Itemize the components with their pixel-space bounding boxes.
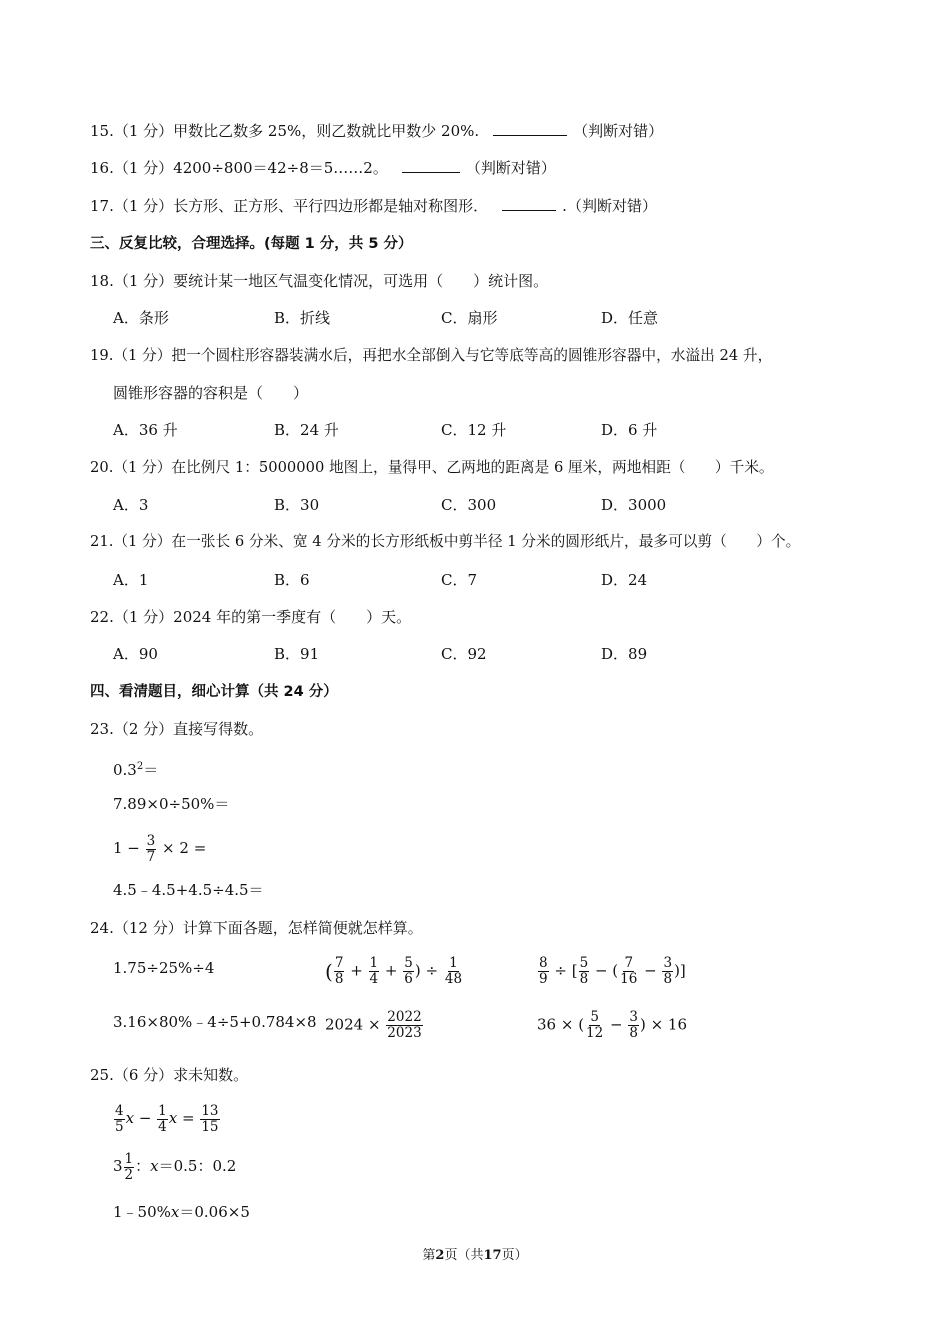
q25-e2-frac <box>124 1152 135 1183</box>
q23-e3-fraction <box>146 834 157 865</box>
section-3-heading: 三、反复比较，合理选择。(每题 1 分，共 5 分） <box>90 236 413 252</box>
q24-e3-frac1 <box>538 956 549 987</box>
q24-e2-frac1 <box>334 956 345 987</box>
q20-option-d[interactable]: D．3000 <box>601 496 667 514</box>
q22-option-d[interactable]: D．89 <box>601 645 648 663</box>
q24-expr-6 <box>537 1010 687 1041</box>
q24-e3-op3: − <box>644 961 657 980</box>
q24-e6-pre: 36 × ( <box>537 1015 585 1034</box>
den: 5 <box>115 1118 124 1135</box>
q20-option-c[interactable]: C．300 <box>441 496 497 514</box>
q25-e1-frac3 <box>200 1104 219 1135</box>
den: 2 <box>124 1166 134 1183</box>
q17-tail: .（判断对错） <box>562 197 657 215</box>
q24-e5-frac <box>386 1010 422 1041</box>
q24-e2-frac2 <box>369 956 380 987</box>
q23-e3-num: 3 <box>146 832 156 849</box>
q24-e2-frac3 <box>403 956 414 987</box>
num: 8 <box>539 955 548 971</box>
q24-e6-op: − <box>610 1015 623 1034</box>
q24-e2-close: ) ÷ <box>414 961 439 980</box>
question-15 <box>90 121 663 141</box>
page-footer <box>0 1244 950 1263</box>
q18-option-b[interactable]: B．折线 <box>274 309 331 327</box>
q25-e1-x2: x = <box>168 1109 195 1127</box>
page-number: 2 <box>435 1248 445 1263</box>
q23-expr-3 <box>113 828 206 868</box>
num: 7 <box>624 955 634 971</box>
footer-mid: 页（共 <box>444 1248 484 1263</box>
q16-answer-blank[interactable] <box>402 158 460 173</box>
q24-e3-frac2 <box>579 956 590 987</box>
q25-stem: 25.（6 分）求未知数。 <box>90 1066 249 1084</box>
q23-e3-post: × 2 = <box>162 839 207 857</box>
q25-e1-x1: x − <box>125 1109 152 1127</box>
q16-tail: （判断对错） <box>465 159 556 177</box>
q25-e2-whole: 3 <box>113 1157 123 1175</box>
q15-answer-blank[interactable] <box>493 121 567 136</box>
footer-prefix: 第 <box>422 1248 436 1263</box>
q25-e3-post: ＝0.06×5 <box>179 1203 250 1221</box>
footer-suffix: 页） <box>501 1248 528 1263</box>
q23-e1-base: 0.3 <box>113 761 137 779</box>
q24-expr-3 <box>537 956 686 987</box>
q24-e2-frac4 <box>444 956 463 987</box>
den: 8 <box>334 971 344 987</box>
num: 7 <box>334 955 344 971</box>
q25-e2-x: x <box>150 1157 159 1175</box>
q18-stem: 18.（1 分）要统计某一地区气温变化情况，可选用（ ）统计图。 <box>90 272 549 290</box>
num: 13 <box>201 1102 219 1119</box>
question-16 <box>90 158 556 178</box>
q25-equation-3 <box>113 1202 250 1222</box>
num: 3 <box>663 955 673 971</box>
q19-stem: 19.（1 分）把一个圆柱形容器装满水后，再把水全部倒入与它等底等高的圆锥形容器中，水溢出 24 升， <box>90 347 773 364</box>
question-17 <box>90 196 657 216</box>
den: 6 <box>404 971 413 987</box>
den: 12 <box>586 1025 604 1041</box>
q25-e2-colon: ： <box>135 1157 151 1175</box>
q15-tail: （判断对错） <box>573 122 664 140</box>
num: 1 <box>449 955 458 971</box>
q24-e6-frac2 <box>628 1010 639 1041</box>
q24-e2-op2: + <box>384 961 398 980</box>
den: 16 <box>620 971 638 987</box>
q24-e2-open: ( <box>325 959 333 984</box>
q19-option-b[interactable]: B．24 升 <box>274 421 339 439</box>
q23-e1-eq: ＝ <box>143 761 159 779</box>
q24-e3-frac3 <box>619 956 638 987</box>
q17-answer-blank[interactable] <box>502 196 556 211</box>
den: 9 <box>539 971 548 987</box>
q19-option-d[interactable]: D．6 升 <box>601 421 658 439</box>
q23-stem: 23.（2 分）直接写得数。 <box>90 720 264 738</box>
num: 2022 <box>387 1009 422 1025</box>
q24-e6-frac1 <box>585 1010 604 1041</box>
den: 48 <box>444 971 463 987</box>
q18-option-a[interactable]: A．条形 <box>113 309 169 327</box>
section-4-heading: 四、看清题目，细心计算（共 24 分） <box>90 684 338 700</box>
num: 1 <box>369 955 379 971</box>
q23-expr-4: 4.5﹣4.5+4.5÷4.5＝ <box>113 881 264 899</box>
q24-e5-pre: 2024 × <box>325 1015 381 1034</box>
den: 15 <box>201 1118 219 1135</box>
q23-expr-2: 7.89×0÷50%＝ <box>113 795 230 813</box>
num: 5 <box>404 955 413 971</box>
num: 3 <box>629 1009 638 1025</box>
den: 4 <box>369 971 379 987</box>
q24-e3-frac4 <box>662 956 673 987</box>
q22-stem: 22.（1 分）2024 年的第一季度有（ ）天。 <box>90 608 412 626</box>
q21-option-b[interactable]: B．6 <box>274 571 310 589</box>
q20-option-b[interactable]: B．30 <box>274 496 320 514</box>
q25-e1-frac1 <box>114 1104 125 1135</box>
q24-e6-post: ) × 16 <box>639 1015 688 1034</box>
q24-stem: 24.（12 分）计算下面各题，怎样简便就怎样算。 <box>90 919 423 937</box>
num: 5 <box>579 955 589 971</box>
q25-equation-2 <box>113 1146 236 1186</box>
q25-e2-rest: ＝0.5：0.2 <box>158 1157 237 1175</box>
den: 8 <box>579 971 589 987</box>
q19-stem-cont: 圆锥形容器的容积是（ ） <box>113 384 309 402</box>
q25-e1-frac2 <box>157 1104 168 1135</box>
q24-expr-4: 3.16×80%﹣4÷5+0.784×8 <box>113 1013 317 1031</box>
q16-stem: 16.（1 分）4200÷800＝42÷8＝5……2。 <box>90 159 388 177</box>
q20-option-a[interactable]: A．3 <box>113 496 149 514</box>
den: 8 <box>663 971 673 987</box>
q25-equation-1 <box>113 1098 221 1138</box>
q21-stem: 21.（1 分）在一张长 6 分米、宽 4 分米的长方形纸板中剪半径 1 分米的圆形纸片，最多可以剪（ ）个。 <box>90 533 801 550</box>
q18-option-c[interactable]: C．扇形 <box>441 309 498 327</box>
q19-option-c[interactable]: C．12 升 <box>441 421 507 439</box>
q21-option-c[interactable]: C．7 <box>441 571 478 589</box>
q24-e2-op1: + <box>350 961 363 980</box>
q22-option-c[interactable]: C．92 <box>441 645 487 663</box>
q24-e3-op2: − ( <box>594 961 619 980</box>
q23-e1-exp: 2 <box>136 761 144 772</box>
page-total: 17 <box>483 1248 502 1263</box>
num: 5 <box>590 1009 599 1025</box>
den: 8 <box>629 1025 638 1041</box>
q22-option-b[interactable]: B．91 <box>274 645 320 663</box>
q24-expr-5 <box>325 1010 424 1041</box>
q24-expr-1: 1.75÷25%÷4 <box>113 959 215 977</box>
q19-option-a[interactable]: A．36 升 <box>113 421 178 439</box>
q23-e3-den: 7 <box>146 848 156 865</box>
num: 1 <box>124 1150 134 1167</box>
den: 2023 <box>387 1025 422 1041</box>
num: 1 <box>158 1102 167 1119</box>
q24-e3-close: )] <box>674 961 686 980</box>
q17-stem: 17.（1 分）长方形、正方形、平行四边形都是轴对称图形． <box>90 197 489 215</box>
num: 4 <box>115 1102 124 1119</box>
q23-e3-pre: 1 − <box>113 839 140 857</box>
q21-option-a[interactable]: A．1 <box>113 571 149 589</box>
q22-option-a[interactable]: A．90 <box>113 645 158 663</box>
q23-expr-1 <box>113 757 158 780</box>
q18-option-d[interactable]: D．任意 <box>601 309 659 327</box>
q24-expr-2 <box>325 956 464 987</box>
q25-e3-x: x <box>170 1203 180 1221</box>
q21-option-d[interactable]: D．24 <box>601 571 648 589</box>
q25-e3-pre: 1﹣50% <box>113 1203 171 1221</box>
q15-stem: 15.（1 分）甲数比乙数多 25%，则乙数就比甲数少 20%. <box>90 122 480 140</box>
den: 4 <box>158 1118 167 1135</box>
q24-e3-op1: ÷ [ <box>554 961 578 980</box>
q20-stem: 20.（1 分）在比例尺 1：5000000 地图上，量得甲、乙两地的距离是 6 厘米，两地相距（ ）千米。 <box>90 459 774 476</box>
